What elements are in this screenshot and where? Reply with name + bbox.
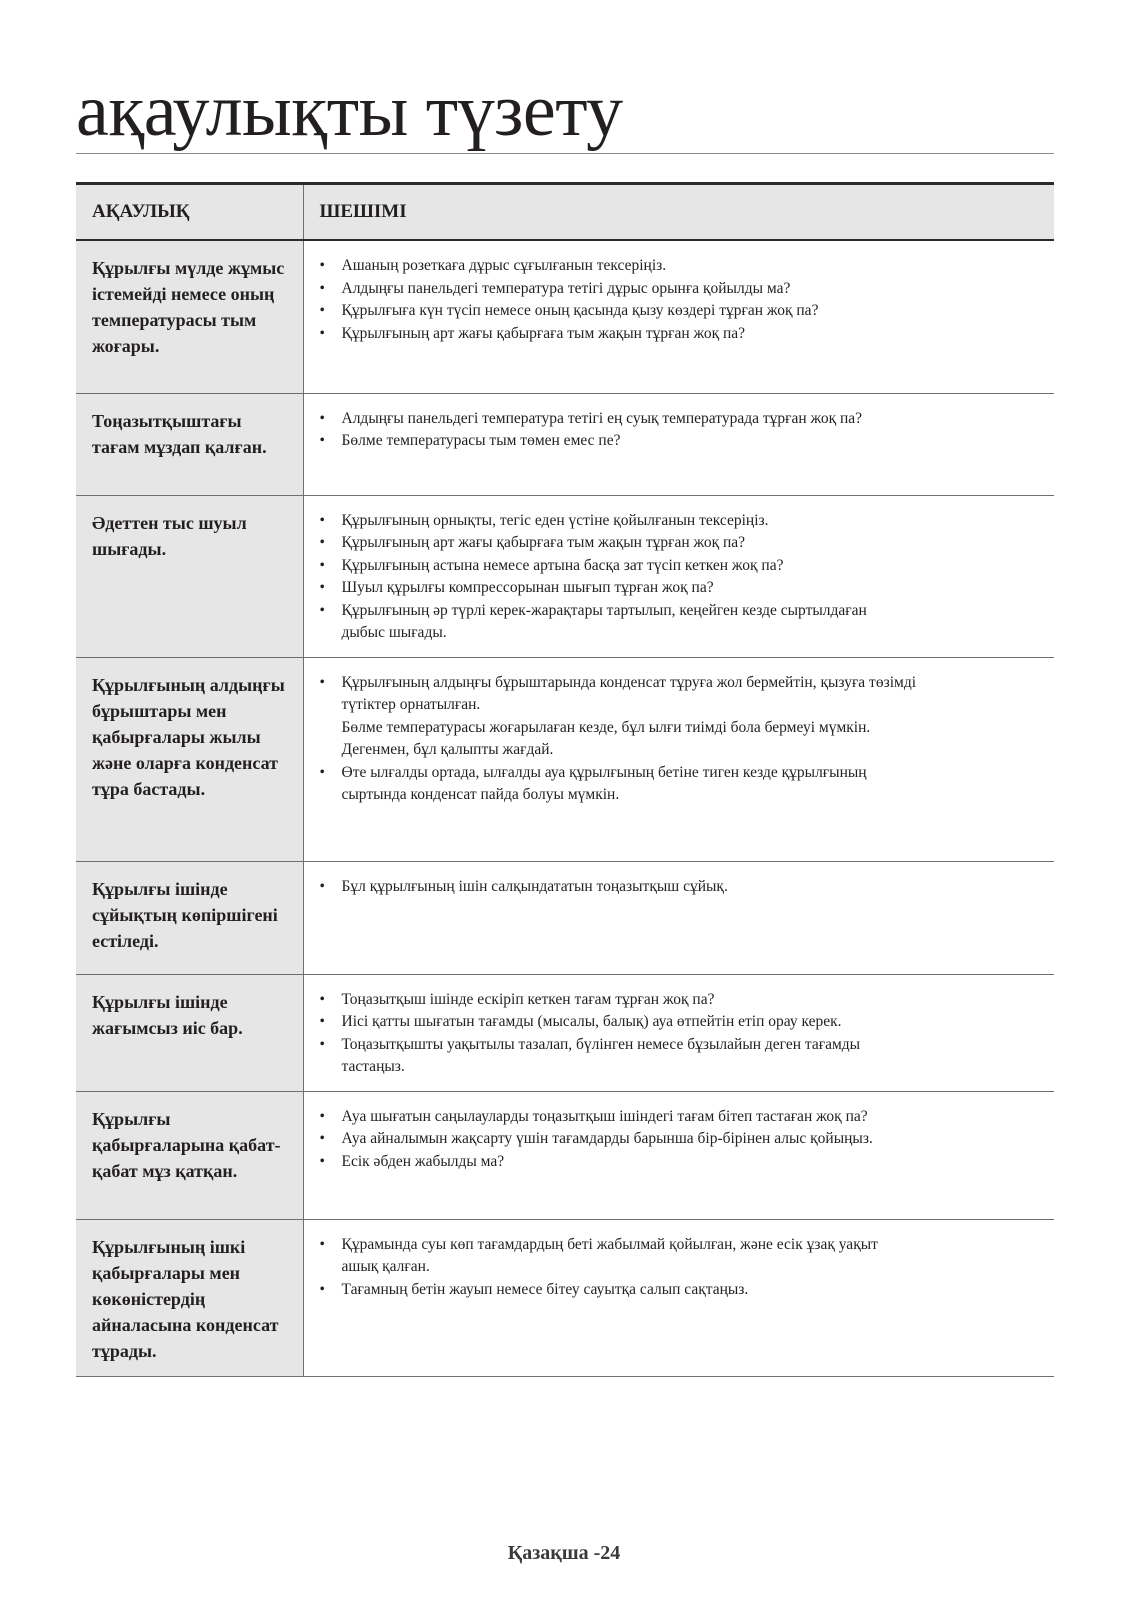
solution-list <box>320 876 1043 899</box>
table-row <box>76 974 1054 1091</box>
solution-cell <box>303 1091 1054 1219</box>
solution-item: • Құрылғының арт жағы қабырғаға тым жақын тұрған жоқ па? <box>320 532 1043 555</box>
solution-cell <box>303 240 1054 393</box>
solution-list <box>320 672 1043 807</box>
solution-item: • Тоңазытқышты уақытылы тазалап, бүлінген немесе бұзылайын деген тағамды тастаңыз. <box>320 1034 1043 1079</box>
solution-cell <box>303 495 1054 657</box>
solution-cell <box>303 974 1054 1091</box>
solution-item: • Алдыңғы панельдегі температура тетігі ең суық температурада тұрған жоқ па? <box>320 408 1043 431</box>
solution-cell <box>303 657 1054 861</box>
solution-cell <box>303 393 1054 495</box>
table-row <box>76 393 1054 495</box>
solution-cell <box>303 1219 1054 1376</box>
table-header-row <box>76 184 1054 241</box>
problem-cell: Құрылғының ішкі қабырғалары мен көкөністердің айналасына конденсат тұрады. <box>76 1219 303 1376</box>
table-row <box>76 1219 1054 1376</box>
solution-item: • Бұл құрылғының ішін салқындататын тоңазытқыш сұйық. <box>320 876 1043 899</box>
solution-list <box>320 408 1043 453</box>
solution-list <box>320 989 1043 1079</box>
problem-cell: Құрылғы ішінде сұйықтың көпіршігені естіледі. <box>76 861 303 974</box>
table-row <box>76 657 1054 861</box>
problem-cell: Әдеттен тыс шуыл шығады. <box>76 495 303 657</box>
table-row <box>76 861 1054 974</box>
solution-item: • Құрылғының орнықты, тегіс еден үстіне қойылғанын тексеріңіз. <box>320 510 1043 533</box>
solution-item: • Есік әбден жабылды ма? <box>320 1151 1043 1174</box>
solution-list <box>320 1106 1043 1174</box>
title-divider <box>76 153 1054 154</box>
solution-item: • Құрамында суы көп тағамдардың беті жабылмай қойылған, және есік ұзақ уақыт ашық қалған. <box>320 1234 1043 1279</box>
column-header-solution: ШЕШІМІ <box>303 184 1054 241</box>
solution-item: • Иісі қатты шығатын тағамды (мысалы, балық) ауа өтпейтін етіп орау керек. <box>320 1011 1043 1034</box>
column-header-problem: АҚАУЛЫҚ <box>76 184 303 241</box>
solution-item: • Бөлме температурасы тым төмен емес пе? <box>320 430 1043 453</box>
solution-item: • Құрылғының астына немесе артына басқа зат түсіп кеткен жоқ па? <box>320 555 1043 578</box>
problem-cell: Құрылғы ішінде жағымсыз иіс бар. <box>76 974 303 1091</box>
solution-cell <box>303 861 1054 974</box>
solution-item: • Құрылғының алдыңғы бұрыштарында конденсат тұруға жол бермейтін, қызуға төзімді түтіктер орнатылған. Бөлме температурасы жоғарылаған кезде, бұл ылғи тиімді бола бермеуі мүмкін. Дегенмен, бұл қалыпты жағдай. <box>320 672 1043 762</box>
problem-cell: Құрылғы қабырғаларына қабат-қабат мұз қатқан. <box>76 1091 303 1219</box>
table-row <box>76 495 1054 657</box>
solution-item: • Ауа айналымын жақсарту үшін тағамдарды барынша бір-бірінен алыс қойыңыз. <box>320 1128 1043 1151</box>
table-row <box>76 1091 1054 1219</box>
problem-cell: Құрылғының алдыңғы бұрыштары мен қабырғалары жылы және оларға конденсат тұра бастады. <box>76 657 303 861</box>
solution-item: • Ауа шығатын саңылауларды тоңазытқыш ішіндегі тағам бітеп тастаған жоқ па? <box>320 1106 1043 1129</box>
solution-list <box>320 510 1043 645</box>
solution-item: • Өте ылғалды ортада, ылғалды ауа құрылғының бетіне тиген кезде құрылғының сыртында конденсат пайда болуы мүмкін. <box>320 762 1043 807</box>
troubleshooting-table <box>76 182 1054 1377</box>
solution-item: • Құрылғының арт жағы қабырғаға тым жақын тұрған жоқ па? <box>320 323 1043 346</box>
solution-list <box>320 1234 1043 1302</box>
solution-item: • Ашаның розеткаға дұрыс сұғылғанын тексеріңіз. <box>320 255 1043 278</box>
solution-item: • Құрылғының әр түрлі керек-жарақтары тартылып, кеңейген кезде сыртылдаған дыбыс шығады. <box>320 600 1043 645</box>
page-title: ақаулықты түзету <box>76 70 623 152</box>
table-row <box>76 240 1054 393</box>
solution-item: • Шуыл құрылғы компрессорынан шығып тұрған жоқ па? <box>320 577 1043 600</box>
page-number-footer: Қазақша -24 <box>507 1542 621 1564</box>
solution-item: • Алдыңғы панельдегі температура тетігі дұрыс орынға қойылды ма? <box>320 278 1043 301</box>
solution-item: • Тағамның бетін жауып немесе бітеу сауытқа салып сақтаңыз. <box>320 1279 1043 1302</box>
solution-list <box>320 255 1043 345</box>
problem-cell: Құрылғы мүлде жұмыс істемейді немесе оның температурасы тым жоғары. <box>76 240 303 393</box>
solution-item: • Тоңазытқыш ішінде ескіріп кеткен тағам тұрған жоқ па? <box>320 989 1043 1012</box>
problem-cell: Тоңазытқыштағы тағам мұздап қалған. <box>76 393 303 495</box>
solution-item: • Құрылғыға күн түсіп немесе оның қасында қызу көздері тұрған жоқ па? <box>320 300 1043 323</box>
